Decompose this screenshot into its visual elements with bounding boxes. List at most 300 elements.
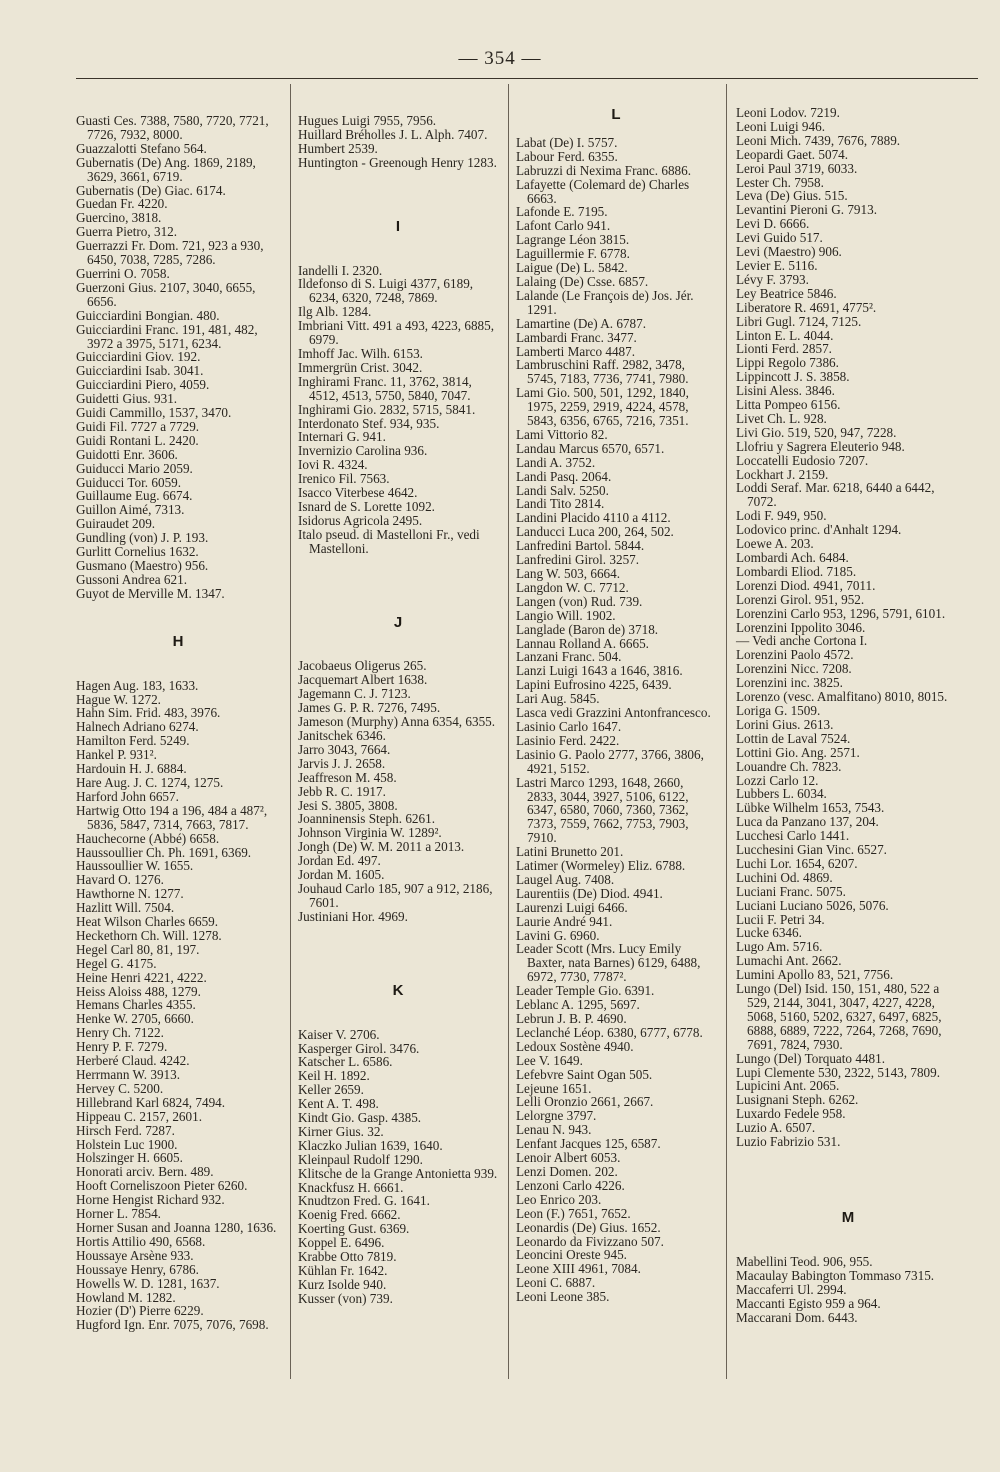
index-entry: Ley Beatrice 5846. <box>736 285 837 301</box>
index-entry: Lastri Marco 1293, 1648, 2660, 2833, 3044, 3927, 5106, 6122, 6347, 6580, 7060, 7360, 7362, 7373, 7559, 7662, 7753, 7903, 7910. <box>516 774 689 846</box>
index-entry: Lucii F. Petri 34. <box>736 911 825 927</box>
index-entry: Lippincott J. S. 3858. <box>736 369 850 385</box>
index-entry: Hartwig Otto 194 a 196, 484 a 487², 5836, 5847, 7314, 7663, 7817. <box>76 802 268 832</box>
index-entry: Lasinio Carlo 1647. <box>516 718 622 734</box>
index-entry: Guiraudet 209. <box>76 516 156 532</box>
index-column-2 <box>298 80 498 1380</box>
index-entry: Gurlitt Cornelius 1632. <box>76 544 199 560</box>
index-entry: Lisini Aless. 3846. <box>736 383 835 399</box>
index-entry: Guerra Pietro, 312. <box>76 224 178 240</box>
page-number: — 354 — <box>458 48 542 69</box>
index-entry: Loewe A. 203. <box>736 536 814 552</box>
index-entry: Levi D. 6666. <box>736 216 810 232</box>
index-entry: Lionti Ferd. 2857. <box>736 341 832 357</box>
index-entry: Lenoir Albert 6053. <box>516 1150 621 1166</box>
index-entry: Mabellini Teod. 906, 955. <box>736 1253 873 1269</box>
index-entry: Guidotti Enr. 3606. <box>76 446 178 462</box>
index-entry: Jordan Ed. 497. <box>298 853 381 869</box>
index-column-3 <box>516 80 716 1380</box>
index-entry: Luchini Od. 4869. <box>736 869 833 885</box>
index-entry: Leoni Lodov. 7219. <box>736 105 840 120</box>
index-entry: Landi Tito 2814. <box>516 496 605 512</box>
index-entry: Lorenzini Carlo 953, 1296, 5791, 6101. <box>736 605 946 621</box>
index-entry: Henry P. F. 7279. <box>76 1039 168 1055</box>
index-entry: Lester Ch. 7958. <box>736 174 824 190</box>
index-entry: Heine Henri 4221, 4222. <box>76 969 207 985</box>
index-entry: Linton E. L. 4044. <box>736 327 834 343</box>
index-entry: Luciani Franc. 5075. <box>736 883 846 899</box>
heading-gap <box>298 998 498 1028</box>
index-entry: Lapini Eufrosino 4225, 6439. <box>516 677 672 693</box>
index-entry: Lenfant Jacques 125, 6587. <box>516 1136 661 1152</box>
index-entry: Leon (F.) 7651, 7652. <box>516 1205 631 1221</box>
index-entry: Hugues Luigi 7955, 7956. <box>298 113 437 128</box>
section-letter-heading: I <box>395 217 401 235</box>
index-entry: Hegel Carl 80, 81, 197. <box>76 941 200 957</box>
index-entry: Guiducci Mario 2059. <box>76 460 193 476</box>
index-entry: Lungo (Del) Isid. 150, 151, 480, 522 a 529, 2144, 3041, 3047, 4227, 4228, 5068, 5160, 5202, 6327, 6497, 6825, 6888, 6889, 7222, 7264, 7268, 7690, 7691, 7824, 7930. <box>736 981 942 1052</box>
index-entry: Italo pseud. di Mastelloni Fr., vedi Mastelloni. <box>298 526 480 556</box>
index-entry: Haussoullier W. 1655. <box>76 858 194 874</box>
index-entry: Hamilton Ferd. 5249. <box>76 733 190 749</box>
index-entry: Hooft Corneliszoon Pieter 6260. <box>76 1178 248 1194</box>
index-entry: Langen (von) Rud. 739. <box>516 593 643 609</box>
section-letter-heading: L <box>611 106 621 123</box>
index-entry: Lorenzi Girol. 951, 952. <box>736 591 865 607</box>
index-entry: Leoni Luigi 946. <box>736 118 826 134</box>
index-entry: Lefebvre Saint Ogan 505. <box>516 1066 653 1082</box>
index-entry: Hague W. 1272. <box>76 691 161 707</box>
index-entry: Kirner Gius. 32. <box>298 1123 384 1139</box>
index-entry: Lumini Apollo 83, 521, 7756. <box>736 967 894 983</box>
index-entry: Lebrun J. B. P. 4690. <box>516 1011 627 1026</box>
index-entry: Langlade (Baron de) 3718. <box>516 621 659 637</box>
block-spacer <box>516 80 716 108</box>
index-entry: Lugo Am. 5716. <box>736 939 823 955</box>
index-entry: Leo Enrico 203. <box>516 1191 602 1207</box>
index-entry: Guicciardini Isab. 3041. <box>76 363 204 379</box>
column-divider <box>508 84 509 1379</box>
index-entry: Lanzi Luigi 1643 a 1646, 3816. <box>516 663 683 679</box>
index-entry: Leoncini Oreste 945. <box>516 1247 627 1263</box>
section-letter-heading: K <box>392 981 404 999</box>
index-entry: Holszinger H. 6605. <box>76 1150 183 1166</box>
index-entry: Howland M. 1282. <box>76 1289 176 1305</box>
index-entry: Haussoullier Ch. Ph. 1691, 6369. <box>76 844 252 860</box>
index-entry: Maccarani Dom. 6443. <box>736 1309 858 1325</box>
index-entry: Lorenzini Paolo 4572. <box>736 647 854 663</box>
index-entry: Imbriani Vitt. 491 a 493, 4223, 6885, 6979. <box>298 318 495 348</box>
index-entry: Keller 2659. <box>298 1082 364 1098</box>
index-entry: Horner L. 7854. <box>76 1206 161 1222</box>
index-entry: Landucci Luca 200, 264, 502. <box>516 524 674 540</box>
index-entry: Gubernatis (De) Ang. 1869, 2189, 3629, 3661, 6719. <box>76 154 256 184</box>
index-entry: Lambardi Franc. 3477. <box>516 329 637 345</box>
index-entry: Leclanché Léop. 6380, 6777, 6778. <box>516 1024 703 1040</box>
index-entry: Guerrini O. 7058. <box>76 265 170 281</box>
index-entry: Leoni Mich. 7439, 7676, 7889. <box>736 132 901 148</box>
index-entry: Lafont Carlo 941. <box>516 218 611 234</box>
index-entry: Lippi Regolo 7386. <box>736 355 839 371</box>
index-entry: Lucchesini Gian Vinc. 6527. <box>736 842 887 858</box>
index-entry: Jongh (De) W. M. 2011 a 2013. <box>298 839 465 855</box>
index-entry: Lorenzini inc. 3825. <box>736 675 843 691</box>
index-entry: Joanninensis Steph. 6261. <box>298 811 436 827</box>
index-entry: Hardouin H. J. 6884. <box>76 761 187 777</box>
index-entry: Lungo (Del) Torquato 4481. <box>736 1050 885 1066</box>
index-entry: Guidi Fil. 7727 a 7729. <box>76 418 200 434</box>
index-entry: James G. P. R. 7276, 7495. <box>298 700 441 716</box>
index-entry: Lannau Rolland A. 6665. <box>516 635 649 651</box>
index-entry: Hegel G. 4175. <box>76 955 157 971</box>
index-entry: Hauchecorne (Abbé) 6658. <box>76 830 220 846</box>
index-entry: Interdonato Stef. 934, 935. <box>298 415 440 431</box>
index-entry: Guillaume Eug. 6674. <box>76 488 193 504</box>
index-entry: Guicciardini Franc. 191, 481, 482, 3972 a 3975, 5171, 6234. <box>76 321 258 351</box>
index-entry: Landini Placido 4110 a 4112. <box>516 510 671 526</box>
index-entry: Laugel Aug. 7408. <box>516 871 615 887</box>
index-entry: Lucke 6346. <box>736 925 802 941</box>
index-entry: Ildefonso di S. Luigi 4377, 6189, 6234, 6320, 7248, 7869. <box>298 276 474 306</box>
index-entry: Leonardo da Fivizzano 507. <box>516 1233 664 1249</box>
section-letter-heading: H <box>172 632 184 650</box>
index-entry: Labour Ferd. 6355. <box>516 148 618 164</box>
index-entry: Lupi Clemente 530, 2322, 5143, 7809. <box>736 1064 941 1080</box>
index-entry: Laguillermie F. 6778. <box>516 246 630 262</box>
index-entry: Jeaffreson M. 458. <box>298 769 397 785</box>
index-entry: Justiniani Hor. 4969. <box>298 908 408 924</box>
index-entry: Luchi Lor. 1654, 6207. <box>736 855 858 871</box>
index-entry: Katscher L. 6586. <box>298 1054 393 1070</box>
index-entry: Lombardi Ach. 6484. <box>736 550 849 565</box>
index-entry: Macaulay Babington Tommaso 7315. <box>736 1267 935 1283</box>
index-entry: Invernizio Carolina 936. <box>298 443 428 459</box>
index-entry: Llofriu y Sagrera Eleuterio 948. <box>736 438 905 454</box>
index-entry: Hippeau C. 2157, 2601. <box>76 1108 203 1124</box>
index-entry: Lorenzini Ippolito 3046. <box>736 619 866 635</box>
index-entry: Lang W. 503, 6664. <box>516 566 621 581</box>
index-entry: Lamberti Marco 4487. <box>516 343 636 359</box>
index-entry: Isnard de S. Lorette 1092. <box>298 498 435 514</box>
index-entry: Maccaferri Ul. 2994. <box>736 1281 847 1297</box>
index-entry: Lorenzini Nicc. 7208. <box>736 661 852 677</box>
index-entry: Levi (Maestro) 906. <box>736 244 842 260</box>
index-entry: Krabbe Otto 7819. <box>298 1249 397 1265</box>
index-entry: Guidi Rontani L. 2420. <box>76 432 199 448</box>
index-entry: Hahn Sim. Frid. 483, 3976. <box>76 705 221 721</box>
section-letter-heading: J <box>393 613 403 631</box>
index-entry: Koerting Gust. 6369. <box>298 1221 410 1237</box>
index-entry: Lenzi Domen. 202. <box>516 1163 618 1179</box>
index-entry: Kühlan Fr. 1642. <box>298 1263 388 1278</box>
index-entry: Jacquemart Albert 1638. <box>298 672 428 688</box>
index-entry: Knackfusz H. 6661. <box>298 1179 404 1195</box>
index-entry: Guyot de Merville M. 1347. <box>76 585 225 601</box>
index-entry: Luca da Panzano 137, 204. <box>736 814 879 830</box>
index-entry: Luzio A. 6507. <box>736 1120 816 1136</box>
index-entry: Lambruschini Raff. 2982, 3478, 5745, 7183, 7736, 7741, 7980. <box>516 357 689 387</box>
index-entry: Hozier (D') Pierre 6229. <box>76 1303 204 1319</box>
index-entry: Havard O. 1276. <box>76 872 164 888</box>
index-entry: Kasperger Girol. 3476. <box>298 1040 420 1056</box>
index-entry: Jordan M. 1605. <box>298 867 385 883</box>
index-entry: Labruzzi di Nexima Franc. 6886. <box>516 162 692 178</box>
index-entry: Guerrazzi Fr. Dom. 721, 923 a 930, 6450, 7038, 7285, 7286. <box>76 238 264 268</box>
index-entry: Lévy F. 3793. <box>736 271 809 287</box>
index-entry: Hervey C. 5200. <box>76 1080 164 1096</box>
index-entry: Jouhaud Carlo 185, 907 a 912, 2186, 7601. <box>298 880 493 910</box>
index-entry: Kent A. T. 498. <box>298 1096 379 1112</box>
index-entry: Landi Pasq. 2064. <box>516 468 612 484</box>
index-entry: Lubbers L. 6034. <box>736 786 827 802</box>
index-entry: Horner Susan and Joanna 1280, 1636. <box>76 1219 277 1235</box>
index-entry: Landau Marcus 6570, 6571. <box>516 440 665 456</box>
index-entry: Lafayette (Colemard de) Charles 6663. <box>516 176 690 206</box>
index-entry: Gundling (von) J. P. 193. <box>76 530 209 546</box>
index-entry: Kleinpaul Rudolf 1290. <box>298 1151 423 1167</box>
heading-gap <box>298 234 498 264</box>
index-entry: Leone XIII 4961, 7084. <box>516 1261 641 1277</box>
index-entry: Lockhart J. 2159. <box>736 466 829 482</box>
index-entry: Jarro 3043, 7664. <box>298 741 391 757</box>
index-entry: Lenau N. 943. <box>516 1122 592 1138</box>
index-entry: Guazzalotti Stefano 564. <box>76 140 207 156</box>
index-entry: Jesi S. 3805, 3808. <box>298 797 398 813</box>
index-entry: Iovi R. 4324. <box>298 457 368 473</box>
index-column-1 <box>76 80 280 1380</box>
index-entry: Harford John 6657. <box>76 788 179 804</box>
index-entry: Guillon Aimé, 7313. <box>76 502 185 518</box>
index-entry: Huillard Bréholles J. L. Alph. 7407. <box>298 126 488 142</box>
index-entry: Jameson (Murphy) Anna 6354, 6355. <box>298 714 496 730</box>
index-entry: Honorati arciv. Bern. 489. <box>76 1164 214 1180</box>
index-entry: Levantini Pieroni G. 7913. <box>736 202 878 218</box>
index-entry: Kaiser V. 2706. <box>298 1026 380 1042</box>
index-entry: Isidorus Agricola 2495. <box>298 512 423 528</box>
index-entry: Lorenzi Diod. 4941, 7011. <box>736 577 876 593</box>
index-entry: Louandre Ch. 7823. <box>736 758 842 774</box>
index-entry: Lami Vittorio 82. <box>516 426 608 442</box>
index-column-4 <box>736 80 960 1380</box>
index-entry: Lari Aug. 5845. <box>516 691 600 707</box>
index-entry: Lanfredini Girol. 3257. <box>516 552 640 568</box>
index-entry: Hagen Aug. 183, 1633. <box>76 677 199 693</box>
index-entry: Jacobaeus Oligerus 265. <box>298 658 427 674</box>
index-entry: Lodovico princ. d'Anhalt 1294. <box>736 522 902 538</box>
index-entry: Lucchesi Carlo 1441. <box>736 828 850 844</box>
index-entry: Lagrange Léon 3815. <box>516 232 630 248</box>
index-entry: Levi Guido 517. <box>736 230 823 246</box>
index-entry: Guiducci Tor. 6059. <box>76 474 182 490</box>
index-entry: Libri Gugl. 7124, 7125. <box>736 313 862 329</box>
index-entry: Loccatelli Eudosio 7207. <box>736 452 869 468</box>
index-entry: Leroi Paul 3719, 6033. <box>736 160 858 176</box>
index-entry: Lanfredini Bartol. 5844. <box>516 538 645 554</box>
index-entry: Hare Aug. J. C. 1274, 1275. <box>76 774 224 790</box>
index-entry: Immergrün Crist. 3042. <box>298 359 423 375</box>
index-entry: Hillebrand Karl 6824, 7494. <box>76 1094 226 1110</box>
index-entry: Landi A. 3752. <box>516 454 596 470</box>
index-entry: Lalaing (De) Csse. 6857. <box>516 273 649 289</box>
index-entry: Hirsch Ferd. 7287. <box>76 1122 175 1138</box>
index-entry: Guerzoni Gius. 2107, 3040, 6655, 6656. <box>76 279 256 309</box>
index-entry: Hugford Ign. Enr. 7075, 7076, 7698. <box>76 1317 269 1333</box>
index-entry: Laurenzi Luigi 6466. <box>516 899 628 915</box>
index-entry: Lottin de Laval 7524. <box>736 730 851 746</box>
block-spacer <box>736 1149 960 1211</box>
index-entry: Hawthorne N. 1277. <box>76 886 184 902</box>
index-entry: Latimer (Wormeley) Eliz. 6788. <box>516 858 686 874</box>
column-divider <box>726 84 727 1379</box>
index-entry: Leonardis (De) Gius. 1652. <box>516 1219 661 1235</box>
block-spacer <box>76 80 280 114</box>
index-entry: Lenzoni Carlo 4226. <box>516 1177 625 1193</box>
index-entry: Howells W. D. 1281, 1637. <box>76 1275 220 1291</box>
index-entry: Lavini G. 6960. <box>516 927 600 943</box>
index-entry: Litta Pompeo 6156. <box>736 397 841 413</box>
index-entry: Lottini Gio. Ang. 2571. <box>736 744 860 760</box>
index-entry: Halnech Adriano 6274. <box>76 719 199 735</box>
index-entry: Gusmano (Maestro) 956. <box>76 558 209 573</box>
index-entry: Lanzani Franc. 504. <box>516 649 622 665</box>
index-entry: Knudtzon Fred. G. 1641. <box>298 1193 430 1209</box>
index-entry: Herrmann W. 3913. <box>76 1067 181 1082</box>
heading-gap <box>298 629 498 659</box>
index-entry: Gussoni Andrea 621. <box>76 571 187 587</box>
index-entry: Lasinio Ferd. 2422. <box>516 732 620 748</box>
index-entry: Hazlitt Will. 7504. <box>76 900 175 916</box>
index-entry: Hankel P. 931². <box>76 747 157 763</box>
index-entry: Laurie André 941. <box>516 913 613 929</box>
index-entry: Lombardi Eliod. 7185. <box>736 563 857 579</box>
index-entry: Klitsche de la Grange Antonietta 939. <box>298 1165 498 1181</box>
index-entry: — Vedi anche Cortona I. <box>736 633 868 649</box>
index-entry: Keil H. 1892. <box>298 1068 370 1084</box>
heading-gap <box>736 1225 960 1255</box>
index-entry: Internari G. 941. <box>298 429 386 445</box>
index-entry: Loddi Seraf. Mar. 6218, 6440 a 6442, 7072. <box>736 480 935 510</box>
index-entry: Hortis Attilio 490, 6568. <box>76 1233 206 1249</box>
index-entry: Guidetti Gius. 931. <box>76 391 178 407</box>
index-entry: Lorini Gius. 2613. <box>736 716 834 732</box>
index-entry: Lasca vedi Grazzini Antonfrancesco. <box>516 705 711 721</box>
index-entry: Leva (De) Gius. 515. <box>736 188 848 204</box>
block-spacer <box>298 556 498 616</box>
heading-gap <box>76 649 280 679</box>
index-entry: Luxardo Fedele 958. <box>736 1106 846 1122</box>
index-entry: Janitschek 6346. <box>298 728 386 743</box>
index-entry: Heat Wilson Charles 6659. <box>76 914 219 930</box>
block-spacer <box>516 122 716 136</box>
index-entry: Loriga G. 1509. <box>736 702 821 718</box>
index-entry: Lupicini Ant. 2065. <box>736 1078 840 1094</box>
index-entry: Lamartine (De) A. 6787. <box>516 315 647 331</box>
section-letter-heading: M <box>841 1208 855 1226</box>
index-entry: Henke W. 2705, 6660. <box>76 1011 194 1027</box>
index-entry: Hemans Charles 4355. <box>76 997 196 1013</box>
index-entry: Lelorgne 3797. <box>516 1108 597 1124</box>
index-entry: Kusser (von) 739. <box>298 1290 393 1306</box>
index-entry: Huntington - Greenough Henry 1283. <box>298 154 497 170</box>
index-entry: Lalande (Le François de) Jos. Jér. 1291. <box>516 287 694 317</box>
block-spacer <box>736 80 960 106</box>
index-entry: Livet Ch. L. 928. <box>736 410 827 426</box>
index-entry: Lejeune 1651. <box>516 1080 592 1096</box>
index-entry: Guercino, 3818. <box>76 210 162 226</box>
index-entry: Ilg Alb. 1284. <box>298 304 372 320</box>
header-rule <box>76 78 978 79</box>
index-entry: Luzio Fabrizio 531. <box>736 1134 841 1150</box>
index-entry: Guidi Cammillo, 1537, 3470. <box>76 405 232 421</box>
index-entry: Guedan Fr. 4220. <box>76 196 168 212</box>
index-entry: Leader Scott (Mrs. Lucy Emily Baxter, nata Barnes) 6129, 6488, 6972, 7730, 7787². <box>516 941 701 985</box>
index-entry: Langio Will. 1902. <box>516 607 616 623</box>
index-entry: Ledoux Sostène 4940. <box>516 1038 634 1054</box>
block-spacer <box>298 924 498 984</box>
index-entry: Lodi F. 949, 950. <box>736 508 827 524</box>
index-entry: Horne Hengist Richard 932. <box>76 1192 225 1208</box>
index-entry: Liberatore R. 4691, 4775². <box>736 299 877 315</box>
index-entry: Luciani Luciano 5026, 5076. <box>736 897 889 913</box>
index-entry: Holstein Luc 1900. <box>76 1136 178 1152</box>
index-entry: Langdon W. C. 7712. <box>516 579 629 595</box>
index-entry: Houssaye Arsène 933. <box>76 1247 194 1263</box>
index-entry: Klaczko Julian 1639, 1640. <box>298 1137 443 1153</box>
index-entry: Lami Gio. 500, 501, 1292, 1840, 1975, 2259, 2919, 4224, 4578, 5843, 6356, 6765, 7216, 7351. <box>516 385 689 429</box>
index-entry: Houssaye Henry, 6786. <box>76 1261 199 1277</box>
index-entry: Heiss Aloiss 488, 1279. <box>76 983 201 999</box>
index-entry: Landi Salv. 5250. <box>516 482 609 498</box>
index-entry: Guicciardini Bongian. 480. <box>76 307 220 323</box>
index-entry: Livi Gio. 519, 520, 947, 7228. <box>736 424 897 440</box>
index-entry: Inghirami Gio. 2832, 5715, 5841. <box>298 401 476 417</box>
index-entry: Koppel E. 6496. <box>298 1235 385 1251</box>
index-entry: Kindt Gio. Gasp. 4385. <box>298 1110 422 1126</box>
index-entry: Leader Temple Gio. 6391. <box>516 983 655 999</box>
index-entry: Lübke Wilhelm 1653, 7543. <box>736 800 885 816</box>
index-entry: Guicciardini Giov. 192. <box>76 349 201 365</box>
index-entry: Johnson Virginia W. 1289². <box>298 825 442 841</box>
index-entry: Laurentiis (De) Diod. 4941. <box>516 885 663 901</box>
index-entry: Leoni Leone 385. <box>516 1289 610 1305</box>
index-entry: Leopardi Gaet. 5074. <box>736 146 849 162</box>
index-entry: Lelli Oronzio 2661, 2667. <box>516 1094 654 1110</box>
index-entry: Koenig Fred. 6662. <box>298 1207 401 1223</box>
index-entry: Imhoff Jac. Wilh. 6153. <box>298 345 423 361</box>
index-entry: Lasinio G. Paolo 2777, 3766, 3806, 4921, 5152. <box>516 746 704 776</box>
index-entry: Latini Brunetto 201. <box>516 844 624 860</box>
index-entry: Jagemann C. J. 7123. <box>298 686 411 702</box>
index-entry: Herberé Claud. 4242. <box>76 1053 190 1069</box>
column-divider <box>290 84 291 1379</box>
index-entry: Isacco Viterbese 4642. <box>298 485 418 501</box>
index-entry: Leblanc A. 1295, 5697. <box>516 997 640 1013</box>
index-entry: Guasti Ces. 7388, 7580, 7720, 7721, 7726, 7932, 8000. <box>76 113 269 142</box>
index-entry: Kurz Isolde 940. <box>298 1276 387 1292</box>
index-entry: Levier E. 5116. <box>736 257 818 273</box>
index-entry: Henry Ch. 7122. <box>76 1025 164 1041</box>
index-entry: Lumachi Ant. 2662. <box>736 953 842 969</box>
index-entry: Heckethorn Ch. Will. 1278. <box>76 927 222 943</box>
index-entry: Humbert 2539. <box>298 140 378 156</box>
index-entry: Lozzi Carlo 12. <box>736 772 819 788</box>
index-entry: Lorenzo (vesc. Amalfitano) 8010, 8015. <box>736 689 948 705</box>
block-spacer <box>76 601 280 635</box>
block-spacer <box>298 170 498 220</box>
index-entry: Lafonde E. 7195. <box>516 204 608 220</box>
index-entry: Inghirami Franc. 11, 3762, 3814, 4512, 4513, 5750, 5840, 7047. <box>298 373 472 403</box>
index-entry: Jarvis J. J. 2658. <box>298 755 386 771</box>
